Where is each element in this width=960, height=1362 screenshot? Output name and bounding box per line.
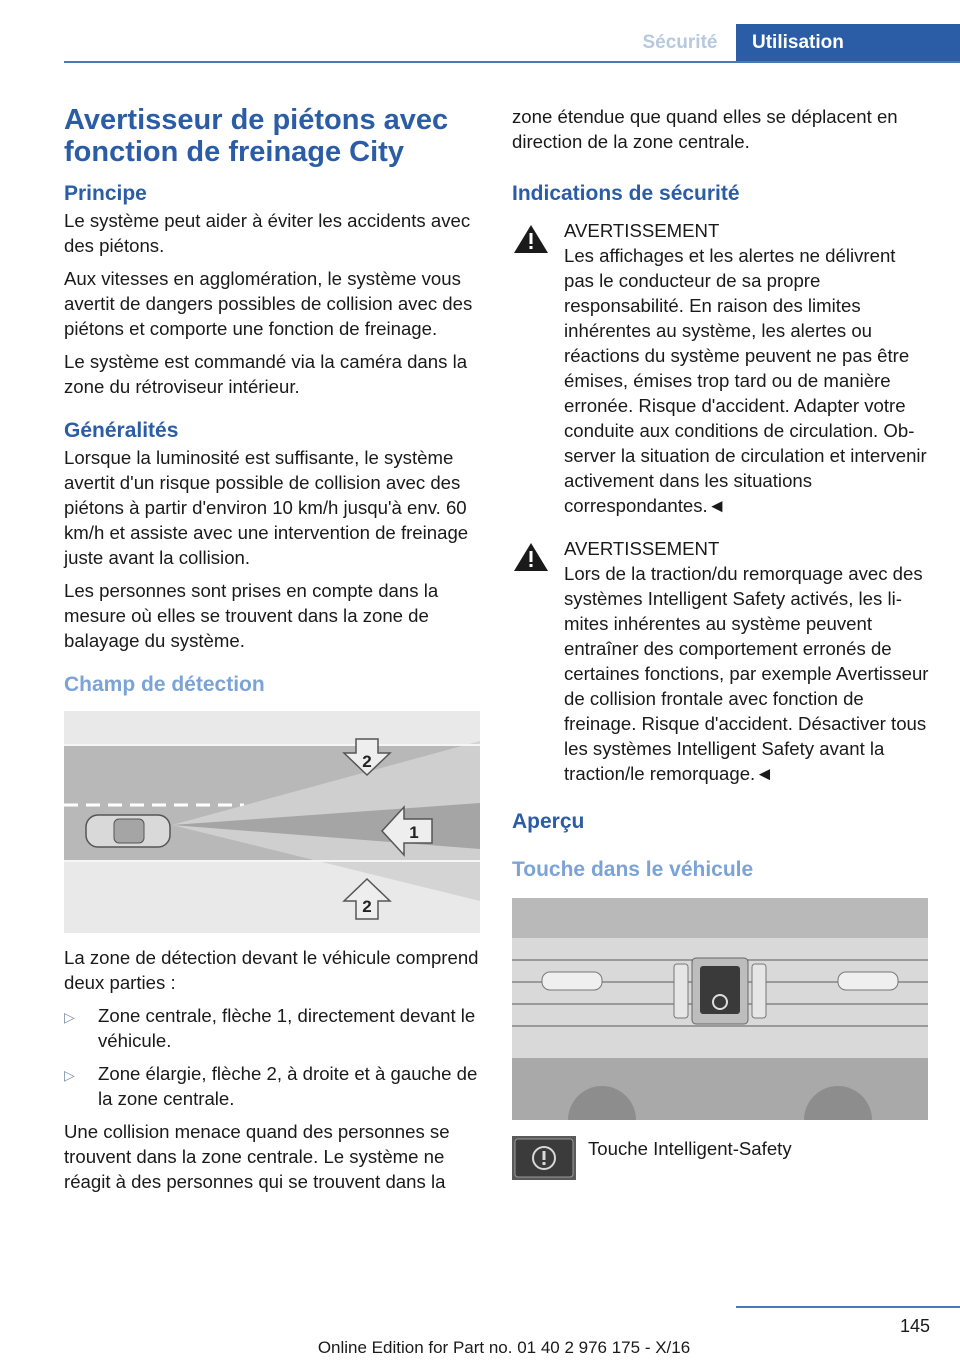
list-item — [64, 1061, 480, 1111]
detection-field-figure — [64, 711, 480, 933]
edition-footer: Online Edition for Part no. 01 40 2 976 175 - X/16 — [317, 1338, 691, 1357]
car-icon — [86, 815, 170, 847]
page-title: Avertisseur de piétons avec fonction de freinage City — [64, 104, 449, 168]
continued-paragraph: zone étendue que quand elles se déplacent en direction de la zone centrale. — [512, 106, 898, 152]
heading-apercu: Aperçu — [512, 810, 585, 833]
figure-label-center: 1 — [409, 823, 419, 842]
header-rule — [64, 61, 960, 63]
principe-paragraph-3: Le système est commandé via la caméra dans la zone du rétroviseur intérieur. — [64, 351, 468, 397]
intelligent-safety-button-icon — [512, 1136, 576, 1180]
bullet-text: Zone élargie, flèche 2, à droite et à gauche de la zone centrale. — [98, 1063, 478, 1109]
bullet-marker: ▷ — [64, 1009, 75, 1025]
bullet-text: Zone centrale, flèche 1, directement devant le véhicule. — [98, 1005, 476, 1051]
warning-icon — [512, 540, 550, 574]
list-item — [64, 1003, 480, 1053]
left-column — [64, 104, 480, 1202]
heading-champ-detection: Champ de détection — [64, 673, 265, 696]
header-tab-chapter: Utilisation — [736, 24, 960, 62]
warning-2-text: Lors de la traction/du remorquage avec des systèmes Intelligent Safety activés, les limites inhérentes au système peuvent entraîner des comportement erronés de certaines fonctions, par exemple Avertisseur de collision frontale avec fonction de freinage. Risque d'accident. Désactiver tous les systèmes Intelligent Safety avant la traction/le remorquage.◄ — [564, 563, 929, 784]
generalites-paragraph-2: Les personnes sont prises en compte dans la mesure où elles se trouvent dans la zone de balayage du système. — [64, 580, 439, 651]
right-column — [512, 104, 930, 1180]
principe-paragraph-2: Aux vitesses en agglomération, le système vous avertit de dangers possibles de collision avec des piétons et comporte une fonction de freinage. — [64, 268, 473, 339]
bullet-marker: ▷ — [64, 1067, 75, 1083]
button-legend — [512, 1136, 930, 1180]
warning-1-text: Les affichages et les alertes ne délivrent pas le conducteur de sa propre responsabilité. En raison des limites inhérentes au système, les alertes ou réactions du système peuvent ne pas être émises, émises trop tard ou de manière erronée. Risque d'accident. Adapter votre conduite aux conditions de circulation. Observer la situation de circulation et intervenir activement dans les situations correspondantes.◄ — [564, 245, 927, 516]
heading-principe: Principe — [64, 182, 147, 205]
heading-touche-vehicule: Touche dans le véhicule — [512, 858, 754, 881]
page-number: 145 — [899, 1316, 930, 1336]
detection-zone-paragraph: La zone de détection devant le véhicule comprend deux parties : — [64, 947, 479, 993]
button-caption: Touche Intelligent-Safety — [588, 1138, 792, 1159]
figure-label-bottom: 2 — [362, 897, 372, 916]
vehicle-console-photo — [512, 898, 928, 1120]
warning-block-1 — [512, 218, 930, 518]
footer-rule — [736, 1306, 960, 1308]
warning-1-label: AVERTISSEMENT — [564, 220, 720, 241]
heading-generalites: Généralités — [64, 419, 179, 442]
warning-block-2 — [512, 536, 930, 786]
generalites-paragraph-1: Lorsque la luminosité est suffisante, le système avertit d'un risque possible de collision avec des piétons à partir d'environ 10 km/h jusqu'à env. 60 km/h et assiste avec une intervention de freinage juste avant la collision. — [64, 447, 469, 568]
header-tab-section: Sécurité — [642, 32, 718, 53]
principe-paragraph-1: Le système peut aider à éviter les accidents avec des piétons. — [64, 210, 471, 256]
closing-paragraph: Une collision menace quand des personnes se trouvent dans la zone centrale. Le système ne réagit à des personnes qui se trouvent dans la — [64, 1121, 450, 1192]
heading-securite: Indications de sécurité — [512, 182, 740, 205]
figure-label-top: 2 — [362, 752, 372, 771]
warning-icon — [512, 222, 550, 256]
warning-2-label: AVERTISSEMENT — [564, 538, 720, 559]
